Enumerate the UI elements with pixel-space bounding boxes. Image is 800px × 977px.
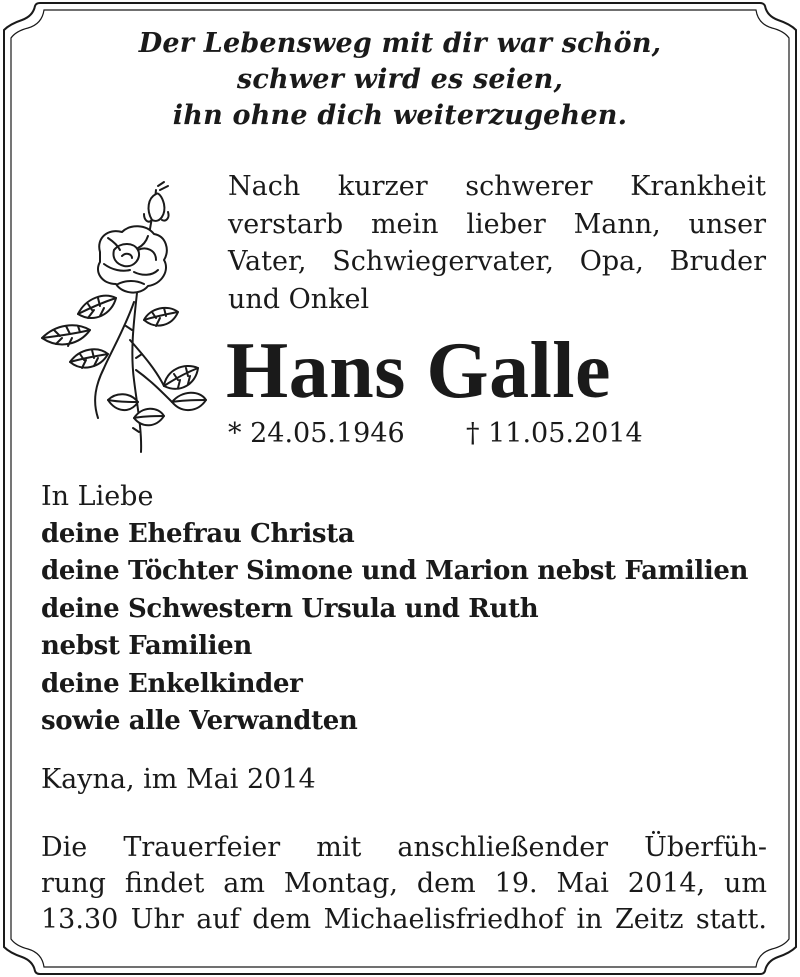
mourner-line: nebst Familien (41, 631, 252, 661)
mourners-intro: In Liebe (41, 481, 154, 512)
intro-line: Nach kurzer schwerer Krankheit (228, 171, 766, 202)
mourners-list (41, 478, 771, 741)
intro-line: Vater, Schwiegervater, Opa, Bruder (228, 246, 766, 277)
motto-line: ihn ohne dich weiterzugehen. (172, 100, 628, 131)
funeral-notice (41, 830, 767, 938)
funeral-line: 13.30 Uhr auf dem Michaelisfriedhof in Zeitz statt. (41, 904, 767, 935)
intro-line: und Onkel (228, 283, 370, 315)
mourner-line: sowie alle Verwandten (41, 706, 358, 736)
place-date: Kayna, im Mai 2014 (41, 764, 316, 795)
motto-line: Der Lebensweg mit dir war schön, (138, 28, 662, 59)
funeral-line: rung findet am Montag, dem 19. Mai 2014, um (41, 868, 767, 899)
intro-line: verstarb mein lieber Mann, unser (228, 208, 766, 240)
mourner-line: deine Töchter Simone und Marion nebst Familien (41, 556, 749, 586)
deceased-name: Hans Galle (226, 327, 612, 415)
funeral-line: Die Trauerfeier mit anschließender Überfüh- (41, 832, 767, 863)
death-date: † 11.05.2014 (466, 418, 643, 449)
mourner-line: deine Ehefrau Christa (41, 518, 355, 549)
motto (20, 26, 780, 134)
rose-icon (38, 180, 208, 458)
mourner-line: deine Enkelkinder (41, 668, 303, 699)
life-dates (228, 416, 668, 452)
mourner-line: deine Schwestern Ursula und Ruth (41, 593, 539, 624)
motto-line: schwer wird es seien, (236, 64, 564, 95)
birth-date: * 24.05.1946 (228, 418, 405, 449)
intro-text (228, 168, 766, 318)
